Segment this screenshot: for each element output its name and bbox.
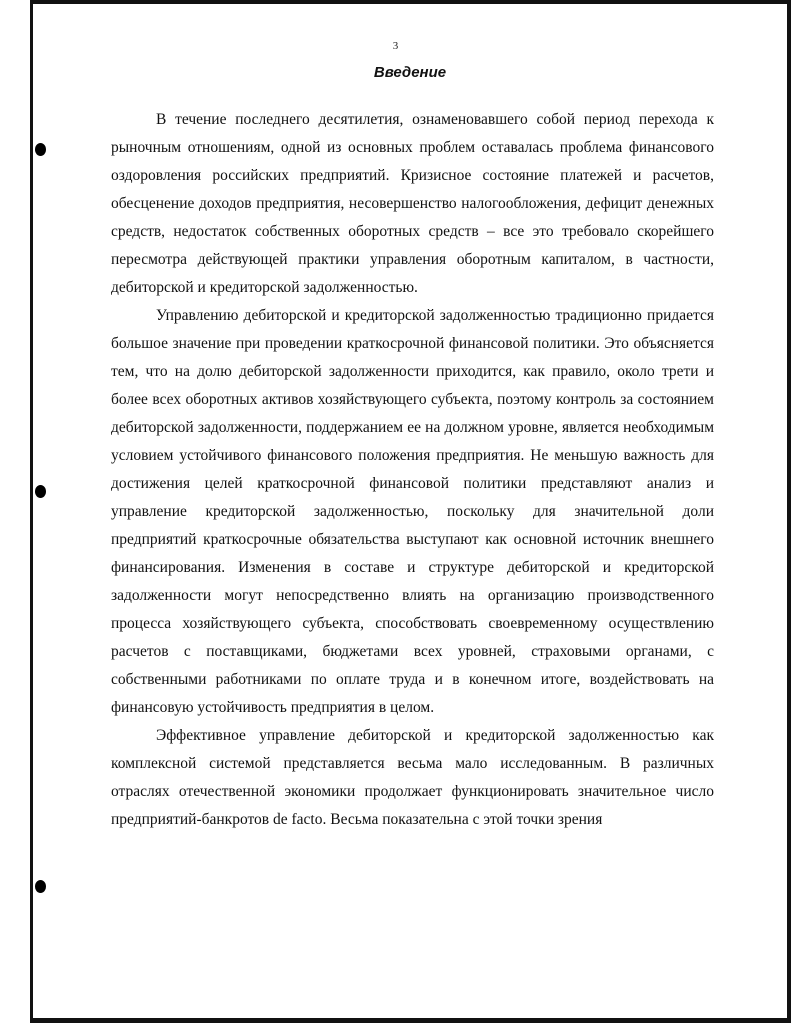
body-text [111, 106, 714, 834]
punch-hole-mark [35, 880, 46, 893]
paragraph: Эффективное управление дебиторской и кредиторской задолженностью как комплексной системой представляется весьма мало исследованным. В различных отраслях отечественной экономики продолжает функционировать значительное число предприятий-банкротов de facto. Весьма показательна с этой точки зрения [111, 727, 714, 828]
section-title: Введение [373, 64, 447, 81]
scan-border-top [30, 0, 791, 4]
page-number: 3 [392, 40, 399, 52]
paragraph: В течение последнего десятилетия, ознаменовавшего собой период перехода к рыночным отношениям, одной из основных проблем оставалась проблема финансового оздоровления российских предприятий. Кризисное состояние платежей и расчетов, обесценение доходов предприятия, несовершенство налогообложения, дефицит денежных средств, недостаток собственных оборотных средств – все это требовало скорейшего пересмотра действующей практики управления оборотным капиталом, в частности, дебиторской и кредиторской задолженностью. [111, 111, 714, 296]
scan-border-right [787, 0, 791, 1023]
punch-hole-mark [35, 143, 46, 156]
punch-hole-mark [35, 485, 46, 498]
scan-border-left [30, 0, 33, 1023]
paragraph: Управлению дебиторской и кредиторской задолженностью традиционно придается большое значение при проведении краткосрочной финансовой политики. Это объясняется тем, что на долю дебиторской задолженности приходится, как правило, около трети и более всех оборотных активов хозяйствующего субъекта, поэтому контроль за состоянием дебиторской задолженности, поддержанием ее на должном уровне, является необходимым условием устойчивого финансового положения предприятия. Не меньшую важность для достижения целей краткосрочной финансовой политики представляют анализ и управление кредиторской задолженностью, поскольку для значительной доли предприятий краткосрочные обязательства выступают как основной источник внешнего финансирования. Изменения в составе и структуре дебиторской и кредиторской задолженности могут непосредственно влиять на организацию производственного процесса хозяйствующего субъекта, способствовать своевременному осуществлению расчетов с поставщиками, бюджетами всех уровней, страховыми органами, с собственными работниками по оплате труда и в конечном итоге, воздействовать на финансовую устойчивость предприятия в целом. [111, 307, 714, 716]
scan-border-bottom [30, 1018, 791, 1023]
